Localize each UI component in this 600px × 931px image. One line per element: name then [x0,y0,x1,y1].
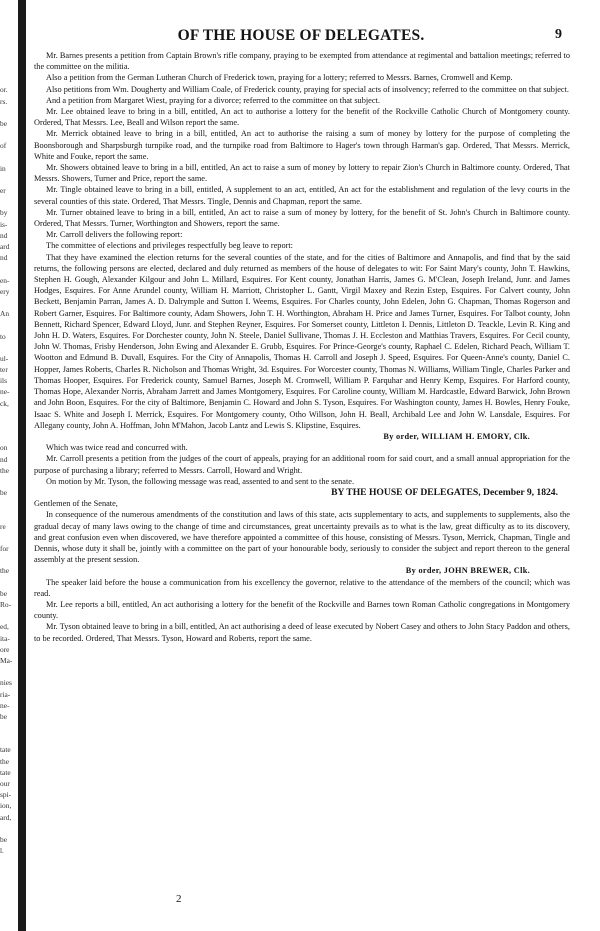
margin-fragment: ter [0,365,8,375]
printer-signature-mark: 2 [176,893,182,905]
paragraph: Mr. Showers obtained leave to bring in a bill, entitled, An act to raise a sum of money by lottery to repair Zion's Church in Baltimore county. Ordered, That Messrs. Showers, Turner and Price, report the same. [34,163,570,184]
margin-fragment: be [0,711,7,721]
margin-fragment: ck, [0,398,9,408]
margin-fragment: of [0,141,7,151]
paragraph: On motion by Mr. Tyson, the following message was read, assented to and sent to the senate. [46,476,355,486]
margin-fragment [0,319,17,330]
margin-fragment: ard, [0,812,12,822]
paragraph: Mr. Lee obtained leave to bring in a bill, entitled, An act to authorise a lottery for the benefit of the Rockville Catholic Church of Montgomery county. Ordered, That Messrs. Lee, Beall and Wilson report the same. [34,107,570,128]
margin-fragment: ore [0,644,10,654]
margin-fragment [0,610,17,621]
margin-fragment: tate [0,745,11,755]
page-body [34,50,570,910]
margin-fragment [0,577,17,588]
margin-fragment: the [0,465,10,475]
margin-fragment: tate [0,767,11,777]
page-header [36,27,566,49]
margin-fragment [0,431,17,442]
margin-fragment: ard [0,242,10,251]
message-salutation: Gentlemen of the Senate, [34,499,118,509]
margin-fragment: by [0,208,8,218]
margin-fragment: be [0,118,7,128]
margin-fragment: rs. [0,96,8,106]
margin-fragment [0,666,17,677]
margin-fragment: or. [0,85,8,95]
margin-fragment [0,498,17,509]
page-title: OF THE HOUSE OF DELEGATES. [177,27,425,44]
margin-fragment [0,476,17,487]
margin-fragment [0,532,17,543]
margin-fragment: l. [0,846,4,856]
margin-fragment: er [0,186,6,196]
margin-fragment: be [0,588,7,598]
adjacent-page-fragments [0,62,17,856]
margin-fragment [0,107,17,118]
paragraph: Mr. Carroll presents a petition from the judges of the court of appeals, praying for an additional room for said court, and a small annual appropriation for the purpose of purchasing a library; referred to Messrs. Carroll, Howard and Wright. [34,454,570,475]
margin-fragment: ed, [0,622,9,632]
message-text: In consequence of the numerous amendments of the constitution and laws of this state, acts supplementary to acts, and supplements to supplements, also the gradual decay of many laws owing to the change of time and circumstances, great uncertainty prevails as to what is the law, great difficulty as to its discovery, and great confusion even when discovered, we have therefore appointed a committee of this house, consisting of Messrs. Tyson, Merrick, Chapman, Tingle and Dennis, whose duty it shall be, jointly with a committee on the part of your honourable body, seriously to consider the subject and report thereon to the general assembly at the present session. [34,510,570,565]
margin-fragment: ne- [0,387,10,397]
message-dateline: BY THE HOUSE OF DELEGATES, December 9, 1824. [331,486,558,498]
margin-fragment: ne- [0,700,10,710]
margin-fragment: ita- [0,633,10,643]
margin-fragment: is- [0,219,8,229]
margin-fragment: ul- [0,353,9,363]
margin-fragment: spi- [0,790,12,800]
margin-fragment: Ma- [0,655,13,665]
margin-fragment: ery [0,286,10,296]
margin-fragment [0,554,17,565]
margin-fragment: nd [0,454,8,464]
paragraph: Also petitions from Wm. Dougherty and William Coale, of Frederick county, praying for special acts of insolvency; referred to the committee on that subject. [46,84,569,94]
paragraph: The committee of elections and privileges respectfully beg leave to report: [46,241,293,251]
margin-fragment: ion, [0,801,12,811]
margin-fragment [0,342,17,353]
paragraph: Mr. Tingle obtained leave to bring in a bill, entitled, A supplement to an act, entitled, An act for the establishment and regulation of the levy courts in the several counties of this state. Ordered, That Messrs. Tingle, Dennis and Chapman, report the same. [34,185,570,206]
margin-fragment [0,263,17,274]
margin-fragment: the [0,756,10,766]
paragraph: Mr. Carroll delivers the following report: [46,230,183,240]
paragraph: Also a petition from the German Lutheran Church of Frederick town, praying for a lottery; referred to Messrs. Barnes, Cromwell and Kemp. [46,73,513,83]
margin-fragment [0,409,17,420]
paragraph: The speaker laid before the house a communication from his excellency the governor, relative to the attendance of the members of the council; which was read. [34,577,570,598]
margin-fragment [0,129,17,140]
margin-fragment [0,62,17,73]
page-number: 9 [555,27,562,42]
clerk-signature: By order, WILLIAM H. EMORY, Clk. [383,431,530,441]
margin-fragment [0,823,17,834]
margin-fragment: be [0,834,7,844]
margin-fragment: for [0,544,9,554]
paragraph: Mr. Tyson obtained leave to bring in a bill, entitled, An act authorising a deed of lease executed by Nobert Casey and others to John Stacy Paddon and others, to be recorded. Ordered, That Messrs. Tyson, Howard and Roberts, report the same. [34,622,570,643]
paragraph: Mr. Lee reports a bill, entitled, An act authorising a lottery for the benefit of the Rockville and Barnes town Roman Catholic congregations in Montgomery county. [34,599,570,621]
margin-fragment: be [0,488,7,498]
margin-fragment [0,152,17,163]
margin-fragment [0,733,17,744]
margin-fragment [0,510,17,521]
margin-fragment: Ro- [0,600,12,609]
margin-fragment [0,73,17,84]
margin-fragment [0,722,17,733]
paragraph: Which was twice read and concurred with. [46,443,188,453]
margin-fragment: nd [0,230,8,240]
margin-fragment: in [0,163,6,173]
margin-fragment: the [0,566,10,576]
margin-fragment: ils [0,376,7,386]
paragraph: Mr. Barnes presents a petition from Captain Brown's rifle company, praying to be exempted from attendance at regimental and battalion meetings; referred to the committee on the militia. [34,51,570,72]
paragraph: Mr. Merrick obtained leave to bring in a bill, entitled, An act to authorise the raising a sum of money by lottery for the purpose of completing the Boonsborough and Sharpsburgh turnpike road, and the turnpike road from Baltimore to Hager's town through Harman's gap. Ordered, That Messrs. Merrick, White and Fouke, report the same. [34,129,570,161]
margin-fragment: to [0,331,6,341]
margin-fragment [0,420,17,431]
election-returns-paragraph: That they have examined the election returns for the several counties of the state, and for the cities of Baltimore and Annapolis, and find that by the said returns, the following persons are elected, declared and duly returned as members of the house of delegates to wit: For Saint Mary's county, John T. Hawkins, Stephen H. Gough, Alexander Kilgour and John L. Millard, Esquires. For Kent county, Jonathan Harris, James G. M'Clean, Joseph Ireland, Junr. and James Hodges, Esquires. For Anne Arundel county, William H. Marriott, Christopher L. Gantt, Virgil Maxey and Rezin Estep, Esquires. For Calvert county, John Beckett, Benjamin Parran, James A. D. Dalrymple and Sutton I. Weems, Esquires. For Charles county, John Edelen, John G. Chapman, Thomas Rogerson and Robert Garner, Esquires. For Baltimore county, Adam Showers, John T. H. Worthington, Abraham H. Price and James Turner, Esquires. For Talbot county, John Bennett, Richard Spencer, Edward Lloyd, Junr. and Stephen Reyner, Esquires. For Somerset county, Littleton I. Dennis, Littleton D. Teackle, Levin R. King and John H. D. Waters, Esquires. For Dorchester county, John N. Steele, Daniel Sullivane, Thomas J. H. Eccleston and Matthias Travers, Esquires. For Cecil county, John W. Thomas, Frisby Henderson, John Ewing and Alexander E. Grubb, Esquires. For Prince-George's county, Raphael C. Edelen, Richard Peach, William T. Wootton and Edmund B. Duvall, Esquires. For the City of Annapolis, Thomas H. Carroll and Joseph J. Speed, Esquires. For Queen-Anne's county, Daniel C. Hopper, James Roberts, Charles R. Nicholson and Thomas Wright, 3d. Esquires. For Worcester county, Thomas N. Williams, William Tingle, Charles Parker and Thomas Hooper, Esquires. For Frederick county, Samuel Barnes, Joseph M. Cromwell, William P. Farquhar and Henry Kemp, Esquires. For Harford county, Thomas Hope, Alexander Norris, Abraham Jarrett and James Montgomery, Esquires. For Caroline county, William M. Hardcastle, Edward Barwick, John Brown and John Boon, Esquires. For the city of Baltimore, Benjamin C. Howard and John S. Tyson, Esquires. For Washington county, James H. Bowles, Henry Fouke, Isaac S. White and Joseph I. Merrick, Esquires. For Montgomery county, Otho Willson, John H. Beall, Archibald Lee and John W. Lansdale, Esquires. For Allegany county, John A. Hoffman, John M'Mahon, Jacob Lantz and Lewis S. Klipstine, Esquires. [34,252,570,430]
margin-fragment: en- [0,275,10,285]
margin-fragment [0,174,17,185]
margin-fragment: An [0,309,10,319]
margin-fragment: our [0,779,10,788]
margin-fragment: nies [0,678,12,688]
margin-fragment: ria- [0,689,11,699]
binding-gutter [18,0,26,931]
clerk-signature: By order, JOHN BREWER, Clk. [405,566,530,576]
margin-fragment: on [0,443,8,453]
margin-fragment: re [0,521,6,531]
paragraph: And a petition from Margaret Wiest, praying for a divorce; referred to the committee on that subject. [46,95,380,105]
margin-fragment [0,297,17,308]
margin-fragment: nd [0,253,8,263]
paragraph: Mr. Turner obtained leave to bring in a bill, entitled, An act to raise a sum of money by lottery, for the benefit of St. John's Church in Baltimore county. Ordered, That Messrs. Turner, Worthington and Showers, report the same. [34,207,570,229]
margin-fragment [0,196,17,207]
